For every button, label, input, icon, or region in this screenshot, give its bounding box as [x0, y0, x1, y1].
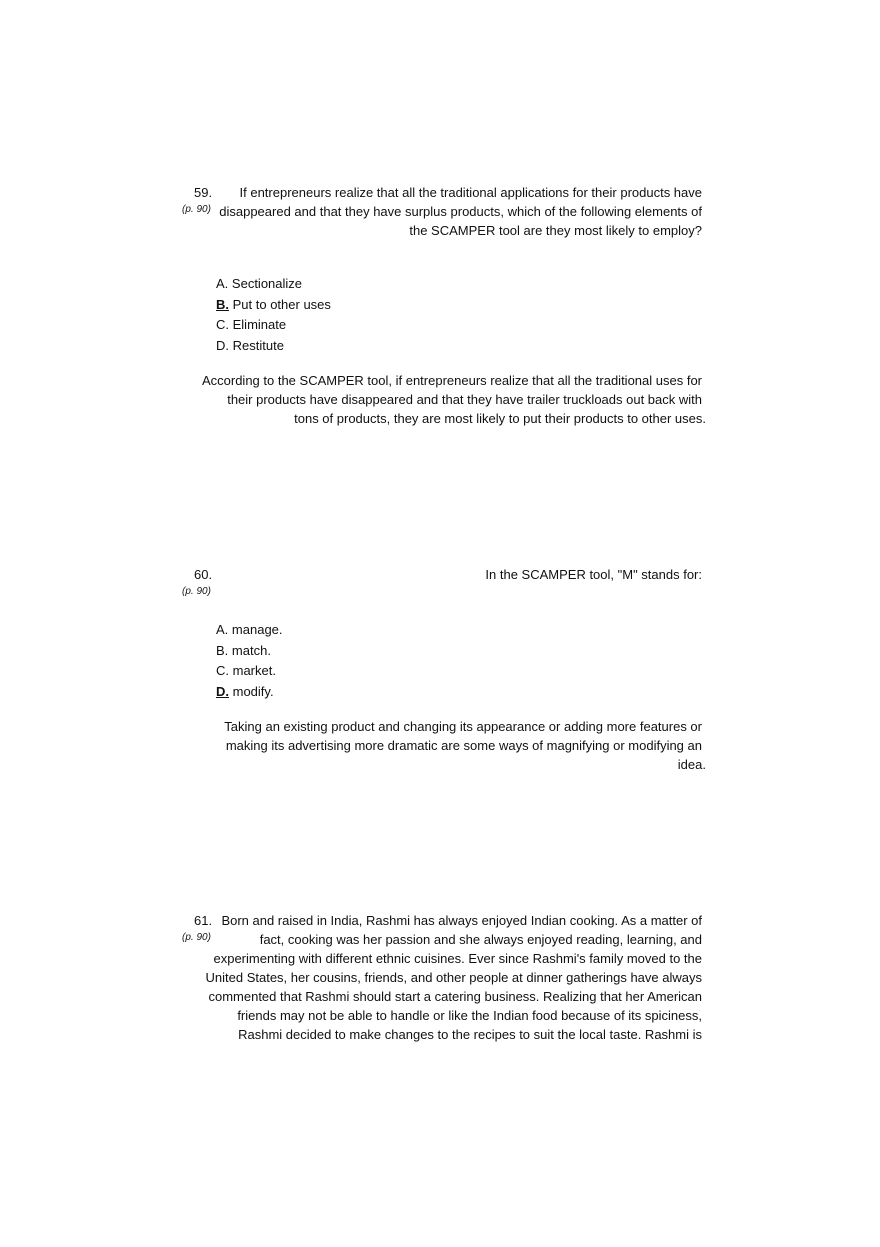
- option-letter: C.: [216, 317, 229, 332]
- page-reference: (p. 90): [182, 586, 211, 597]
- option-d: [216, 336, 331, 357]
- option-text: Sectionalize: [231, 276, 303, 291]
- option-letter: B.: [216, 642, 229, 658]
- stem-line: experimenting with different ethnic cuisines. Ever since Rashmi's family moved to the: [213, 951, 702, 966]
- option-letter: A.: [216, 622, 229, 637]
- question-number: 59.: [194, 185, 213, 200]
- option-letter: A.: [216, 276, 229, 291]
- option-b: [216, 641, 283, 662]
- option-text: Eliminate: [232, 317, 287, 332]
- answer-explanation: [201, 371, 706, 428]
- page-reference: (p. 90): [182, 932, 211, 943]
- option-letter: D.: [216, 337, 229, 353]
- stem-line: fact, cooking was her passion and she always enjoyed reading, learning, and: [259, 932, 702, 947]
- option-text: Put to other uses: [232, 296, 331, 312]
- option-a: [216, 620, 283, 641]
- option-text: match.: [231, 642, 271, 658]
- explanation-line: their products have disappeared and that they have trailer truckloads out back with: [227, 392, 702, 407]
- explanation-line: tons of products, they are most likely to put their products to other uses.: [294, 411, 706, 426]
- stem-line: United States, her cousins, friends, and other people at dinner gatherings have always: [205, 970, 702, 985]
- explanation-line: Taking an existing product and changing its appearance or adding more features or: [224, 719, 702, 734]
- correct-option-letter: D.: [216, 683, 229, 699]
- stem-line: In the SCAMPER tool, "M" stands for:: [485, 567, 702, 582]
- question-stem: [485, 565, 702, 584]
- stem-line: the SCAMPER tool are they most likely to employ?: [409, 223, 702, 238]
- stem-line: disappeared and that they have surplus products, which of the following elements of: [219, 204, 702, 219]
- explanation-line: making its advertising more dramatic are some ways of magnifying or modifying an: [225, 738, 702, 753]
- explanation-line: idea.: [677, 757, 706, 772]
- page-reference: (p. 90): [182, 204, 211, 215]
- question-number: 61.: [194, 913, 213, 928]
- answer-options: [216, 274, 331, 356]
- stem-line: Rashmi decided to make changes to the recipes to suit the local taste. Rashmi is: [238, 1027, 702, 1042]
- option-d: [216, 682, 283, 703]
- question-number: 60.: [194, 567, 213, 582]
- option-text: manage.: [231, 622, 283, 637]
- option-b: [216, 295, 331, 316]
- answer-options: [216, 620, 283, 702]
- option-text: modify.: [232, 683, 274, 699]
- question-stem: [206, 911, 702, 1044]
- option-text: market.: [232, 663, 276, 678]
- option-a: [216, 274, 331, 295]
- correct-option-letter: B.: [216, 296, 229, 312]
- stem-line: If entrepreneurs realize that all the traditional applications for their products have: [239, 185, 702, 200]
- stem-line: commented that Rashmi should start a catering business. Realizing that her American: [208, 989, 702, 1004]
- answer-explanation: [224, 717, 706, 774]
- option-c: [216, 661, 283, 682]
- stem-line: Born and raised in India, Rashmi has always enjoyed Indian cooking. As a matter of: [221, 913, 702, 928]
- stem-line: friends may not be able to handle or like the Indian food because of its spiciness,: [237, 1008, 702, 1023]
- option-letter: C.: [216, 663, 229, 678]
- option-c: [216, 315, 331, 336]
- question-stem: [219, 183, 702, 240]
- option-text: Restitute: [232, 337, 284, 353]
- explanation-line: According to the SCAMPER tool, if entrepreneurs realize that all the traditional uses for: [201, 373, 702, 388]
